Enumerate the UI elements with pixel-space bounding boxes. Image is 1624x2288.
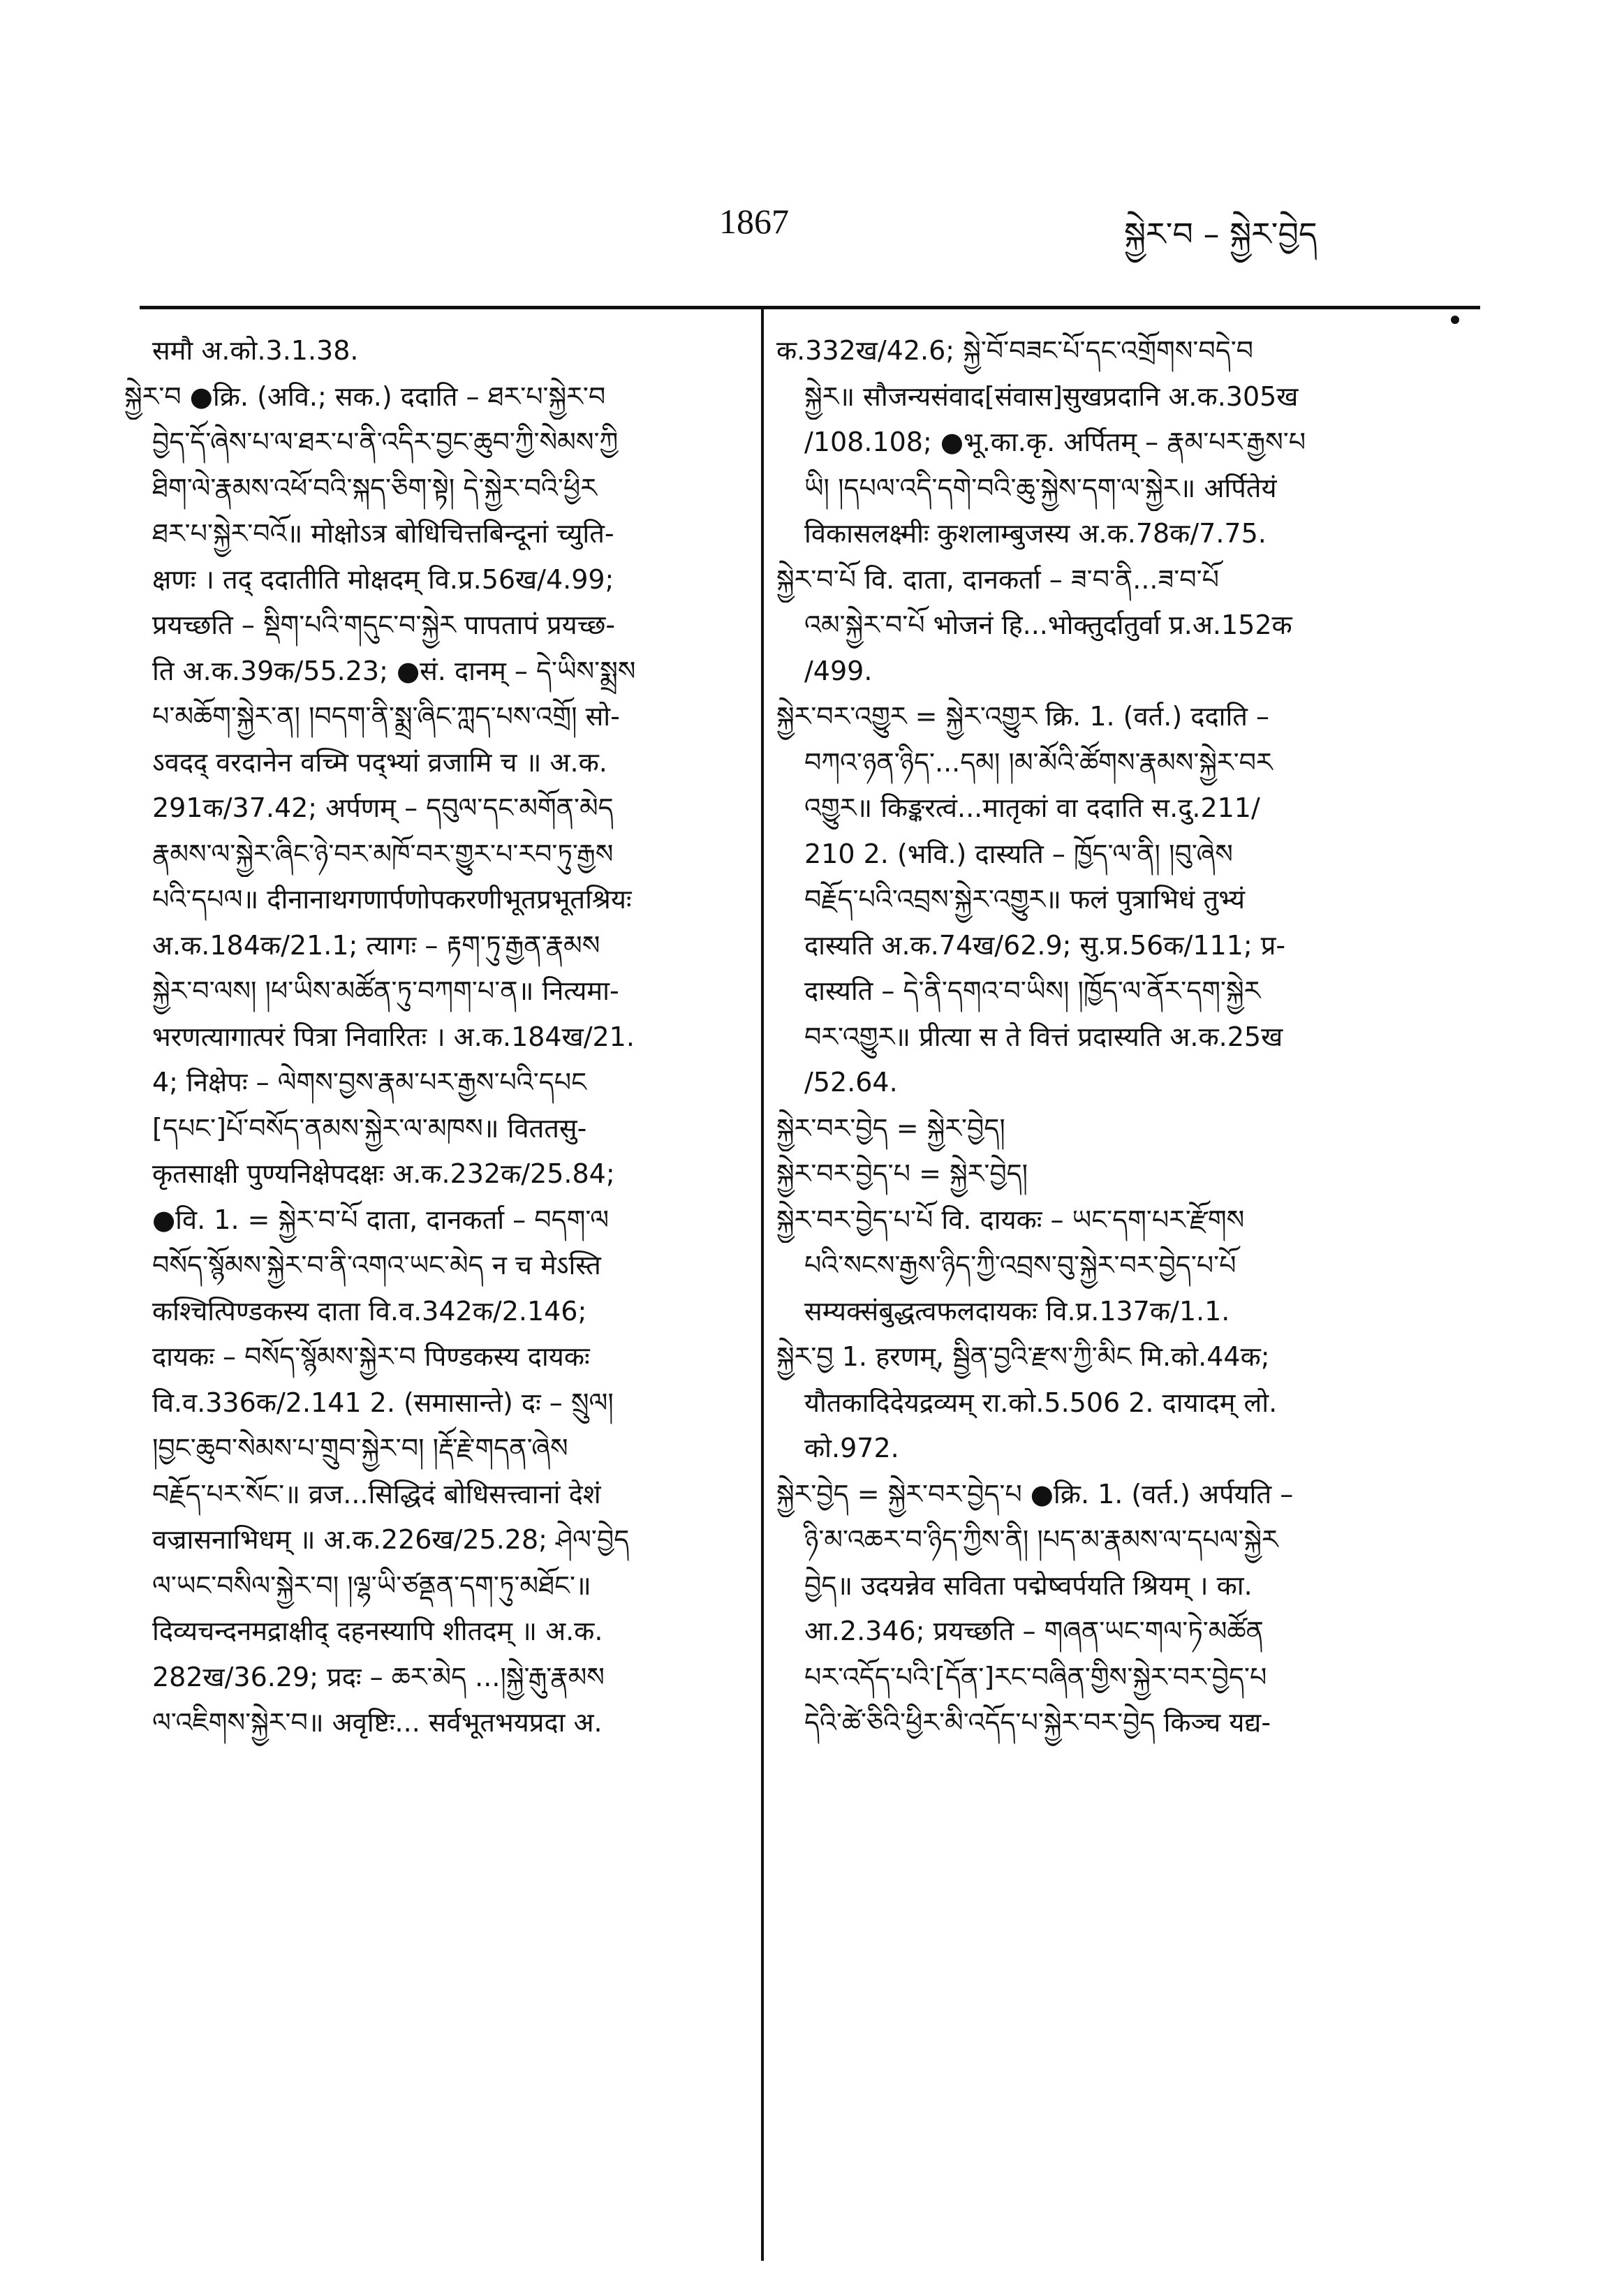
text-line: भरणत्यागात्परं पित्रा निवारितः । अ.क.184ख/21. bbox=[152, 1021, 635, 1052]
text-line: ཉི་མ་འཆར་བ་ཉིད་ཀྱིས་ནི། །པད་མ་རྣམས་ལ་དཔལ་སྐྱེར bbox=[804, 1524, 1278, 1555]
text-line: दिव्यचन्दनमद्राक्षीद् दहनस्यापि शीतदम् ॥ अ.क. bbox=[152, 1616, 603, 1646]
text-line: དེའི་ཚེ་ཅིའི་ཕྱིར་མི་འདོད་པ་སྐྱེར་བར་བྱེད किञ्च यद्य- bbox=[804, 1707, 1271, 1738]
right-column bbox=[776, 328, 1419, 1746]
page-number: 1867 bbox=[719, 202, 789, 241]
text-line: /108.108; ●भू.का.कृ. अर्पितम् – རྣམ་པར་རྒྱས་པ bbox=[804, 427, 1306, 457]
text-line: 4; निक्षेपः – ལེགས་བྱས་རྣམ་པར་རྒྱས་པའི་དཔང bbox=[152, 1067, 587, 1098]
text-line: འམ་སྐྱེར་བ་པོ भोजनं हि...भोक्तुर्दातुर्वा प्र.अ.152क bbox=[804, 610, 1292, 640]
text-line: दास्यति – དེ་ནི་དགའ་བ་ཡིས། །ཁྱོད་ལ་ནོར་དག་སྐྱེར bbox=[804, 975, 1261, 1006]
text-line: [དཔང་]པོ་བསོད་ནམས་སྐྱེར་ལ་མཁས॥ विततसु- bbox=[152, 1112, 587, 1144]
text-line: /52.64. bbox=[804, 1067, 898, 1098]
text-line: ཡི། །དཔལ་འདི་དགེ་བའི་ཆུ་སྐྱེས་དག་ལ་སྐྱེར॥ अर्पितेयं bbox=[804, 472, 1277, 503]
text-line: སྐྱེར་བར་བྱེད = སྐྱེར་བྱེད། bbox=[776, 1112, 1005, 1144]
text-line: པ་མཆོག་སྐྱེར་ན། །བདག་ནི་སྨྲ་ཞིང་ཀླད་པས་འགྲོ། सो- bbox=[152, 701, 620, 732]
text-line: आ.2.346; प्रयच्छति – གཞན་ཡང་གལ་ཏེ་མཚོན bbox=[804, 1616, 1264, 1646]
margin-dot bbox=[1451, 316, 1459, 324]
text-line: པའི་སངས་རྒྱས་ཉིད་ཀྱི་འབྲས་བུ་སྐྱེར་བར་བྱེད་པ་པོ bbox=[804, 1250, 1237, 1280]
text-line: ऽवदद् वरदानेन वच्मि पद्भ्यां व्रजामि च ॥ अ.क. bbox=[152, 746, 607, 778]
text-line: वज्रासनाभिधम् ॥ अ.क.226ख/25.28; ཤེལ་བྱེད bbox=[152, 1524, 630, 1555]
text-line: वि.व.336क/2.141 2. (समासान्ते) दः – སྲུལ། bbox=[152, 1387, 614, 1418]
text-line: བྱེད॥ उदयन्नेव सविता पद्मेष्वर्पयति श्रियम् । का. bbox=[804, 1570, 1253, 1601]
text-line: སྐྱེར་བྱ 1. हरणम्, སྦྱིན་བྱའི་རྫས་ཀྱི་མིང मि.को.44क; bbox=[776, 1341, 1270, 1372]
text-line: སྐྱེར་བར་བྱེད་པ = སྐྱེར་བྱེད། bbox=[776, 1158, 1028, 1189]
text-line: कृतसाक्षी पुण्यनिक्षेपदक्षः अ.क.232क/25.84; bbox=[152, 1158, 615, 1189]
text-line: ཐིག་ལེ་རྣམས་འཕོ་བའི་སྐད་ཅིག་སྟེ། དེ་སྐྱེར་བའི་ཕྱིར bbox=[152, 472, 597, 503]
text-line: ति अ.क.39क/55.23; ●सं. दानम् – དེ་ཡིས་སྨྲས bbox=[152, 655, 636, 686]
text-line: །བྱང་ཆུབ་སེམས་པ་གྲུབ་སྐྱེར་བ། །རྡོ་རྗེ་གདན་ཞེས bbox=[152, 1433, 568, 1463]
text-line: སྐྱེར॥ सौजन्यसंवाद[संवास]सुखप्रदानि अ.क.305ख bbox=[804, 381, 1299, 412]
text-line: བར་འགྱུར॥ प्रीत्या स ते वित्तं प्रदास्यति अ.क.25ख bbox=[804, 1021, 1283, 1052]
text-line: སྐྱེར་བ ●क्रि. (अवि.; सक.) ददाति – ཐར་པ་སྐྱེར་བ bbox=[124, 381, 606, 412]
text-line: བཀའ་ཉན་ཉིད་...དམ། །མ་མོའི་ཚོགས་རྣམས་སྐྱེར་བར bbox=[804, 746, 1273, 778]
text-line: ལ་འཇིགས་སྐྱེར་བ॥ अवृष्टिः... सर्वभूतभयप्रदा अ. bbox=[152, 1707, 603, 1738]
text-line: ལ་ཡང་བསིལ་སྐྱེར་བ། །ལྷ་ཡི་ཙནྡན་དག་ཏུ་མཐོང་॥ bbox=[152, 1570, 591, 1601]
text-line: 291क/37.42; अर्पणम् – དབུལ་དང་མགོན་མེད bbox=[152, 792, 614, 823]
header-rule bbox=[140, 306, 1480, 309]
text-line: क.332ख/42.6; སྐྱེ་བོ་བཟང་པོ་དང་འགྲོགས་བདེ་བ bbox=[776, 335, 1254, 366]
text-line: པའི་དཔལ॥ दीनानाथगणार्पणोपकरणीभूतप्रभूतश्रियः bbox=[152, 884, 632, 915]
text-line: यौतकादिदेयद्रव्यम् रा.को.5.506 2. दायादम् लो. bbox=[804, 1387, 1278, 1418]
text-line: कश्चित्पिण्डकस्य दाता वि.व.342क/2.146; bbox=[152, 1295, 587, 1327]
text-line: འགྱུར॥ किङ्करत्वं...मातृकां वा ददाति स.दु.211/ bbox=[804, 792, 1260, 823]
text-line: སྐྱེར་བྱེད = སྐྱེར་བར་བྱེད་པ ●क्रि. 1. (वर्त.) अर्पयति – bbox=[776, 1478, 1294, 1510]
text-line: སྐྱེར་བ་ལས། །ཕ་ཡིས་མཚོན་ཏུ་བཀག་པ་ན॥ नित्यमा- bbox=[152, 975, 619, 1006]
text-line: दास्यति अ.क.74ख/62.9; सु.प्र.56क/111; प्र- bbox=[804, 929, 1286, 961]
running-head: སྐྱེར་བ – སྐྱེར་བྱེད bbox=[1124, 215, 1317, 253]
text-line: प्रयच्छति – སྡིག་པའི་གདུང་བ་སྐྱེར पापतापं प्रयच्छ- bbox=[152, 610, 616, 640]
text-line: सम्यक्संबुद्धत्वफलदायकः वि.प्र.137क/1.1. bbox=[804, 1295, 1230, 1327]
text-line: པར་འདོད་པའི་[དོན་]རང་བཞིན་གྱིས་སྐྱེར་བར་བྱེད་པ bbox=[804, 1661, 1267, 1692]
text-line: སྐྱེར་བར་བྱེད་པ་པོ वि. दायकः – ཡང་དག་པར་རྫོགས bbox=[776, 1204, 1245, 1235]
text-line: བྱེད་དོ་ཞེས་པ་ལ་ཐར་པ་ནི་འདིར་བྱང་ཆུབ་ཀྱི་སེམས་ཀྱི bbox=[152, 427, 619, 457]
text-line: བརྗོད་པར་སོང་॥ व्रज...सिद्धिदं बोधिसत्त्वानां देशं bbox=[152, 1478, 601, 1510]
text-line: སྐྱེར་བར་འགྱུར = སྐྱེར་འགྱུར क्रि. 1. (वर्त.) ददाति – bbox=[776, 701, 1270, 732]
text-line: /499. bbox=[804, 655, 873, 686]
text-line: རྣམས་ལ་སྐྱེར་ཞིང་ཉེ་བར་མཁོ་བར་གྱུར་པ་རབ་ཏུ་རྒྱས bbox=[152, 838, 614, 869]
text-line: अ.क.184क/21.1; त्यागः – རྟག་ཏུ་རྒྱན་རྣམས bbox=[152, 929, 600, 961]
text-line: བསོད་སྙོམས་སྐྱེར་བ་ནི་འགའ་ཡང་མེད न च मेऽस्ति bbox=[152, 1250, 601, 1280]
column-divider bbox=[761, 306, 764, 2261]
text-line: समौ अ.को.3.1.38. bbox=[152, 335, 359, 366]
text-line: ཐར་པ་སྐྱེར་བའོ॥ मोक्षोऽत्र बोधिचित्तबिन्दूनां च्युति- bbox=[152, 518, 614, 549]
text-line: विकासलक्ष्मीः कुशलाम्बुजस्य अ.क.78क/7.75. bbox=[804, 518, 1267, 549]
text-line: क्षणः । तद् ददातीति मोक्षदम् वि.प्र.56ख/4.99; bbox=[152, 563, 614, 595]
text-line: སྐྱེར་བ་པོ वि. दाता, दानकर्ता – ཟ་བ་ནི...ཟ་བ་པོ bbox=[776, 563, 1219, 595]
left-column bbox=[124, 328, 739, 1746]
text-line: 282ख/36.29; प्रदः – ཆར་མེད ...།སྐྱེ་རྒུ་རྣམས bbox=[152, 1661, 605, 1692]
text-line: दायकः – བསོད་སྙོམས་སྐྱེར་བ पिण्डकस्य दायकः bbox=[152, 1341, 590, 1372]
text-line: को.972. bbox=[804, 1433, 899, 1463]
text-line: བརྗོད་པའི་འབྲས་སྐྱེར་འགྱུར॥ फलं पुत्राभिधं तुभ्यं bbox=[804, 884, 1246, 915]
text-line: 210 2. (भवि.) दास्यति – ཁྱོད་ལ་ནི། །བུ་ཞེས bbox=[804, 838, 1233, 869]
text-line: ●वि. 1. = སྐྱེར་བ་པོ दाता, दानकर्ता – བདག་ལ bbox=[152, 1204, 610, 1235]
